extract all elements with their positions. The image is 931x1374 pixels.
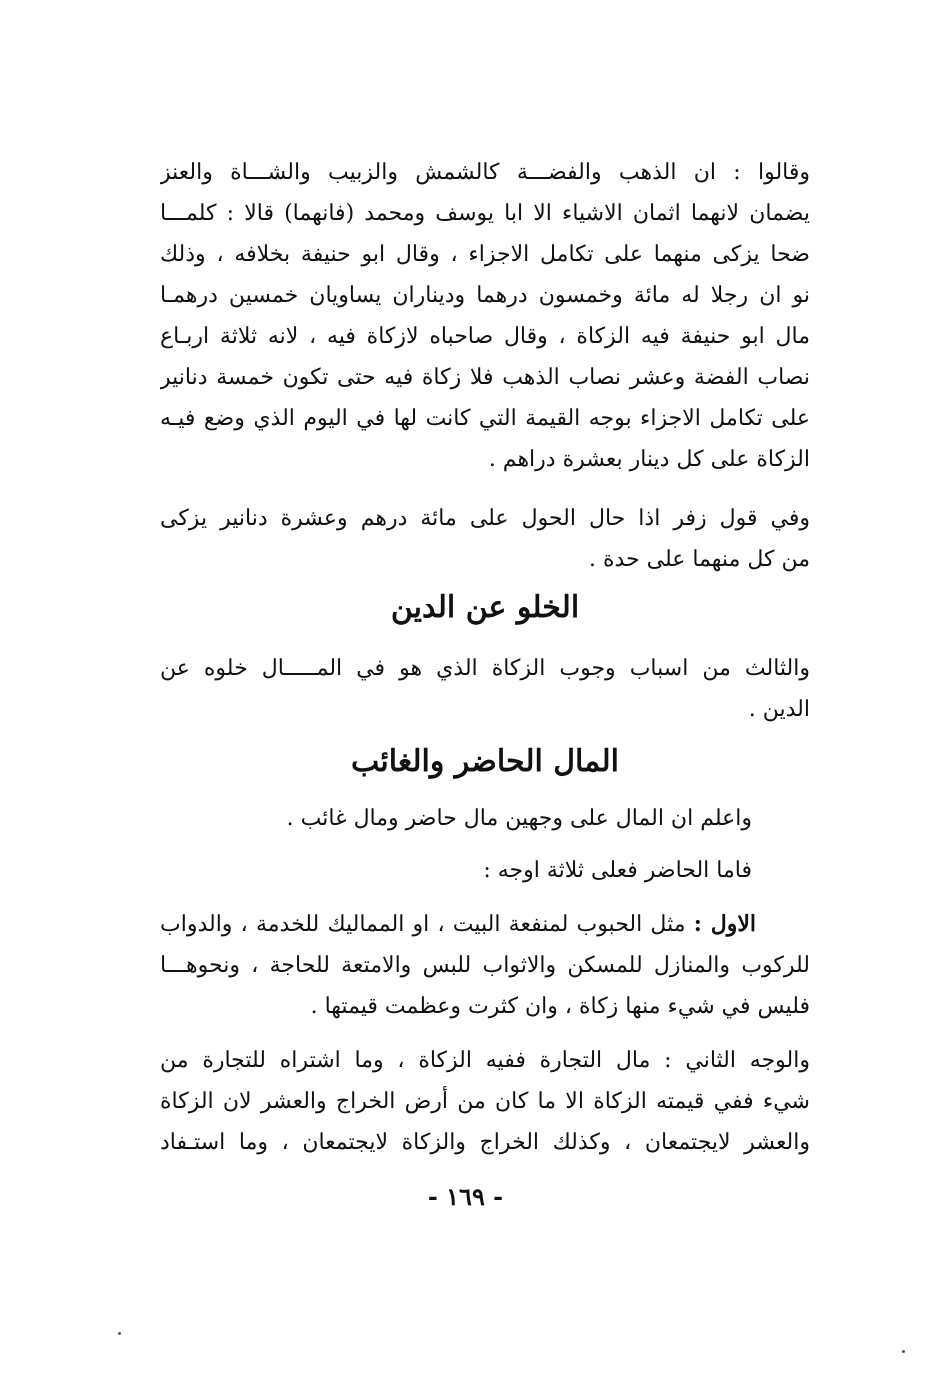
text-line: نصاب الفضة وعشر نصاب الذهب فلا زكاة فيه حتى تكون خمسة دنانير: [160, 365, 810, 390]
text-line: نو ان رجلا له مائة وخمسون درهما وديناران يساويان خمسين درهمـا: [160, 283, 810, 308]
text-line: يضمان لانهما اثمان الاشياء الا ابا يوسف ومحمد (فانهما) قالا : كلمـــا: [160, 201, 810, 226]
text-line: فاما الحاضر فعلى ثلاثة اوجه :: [483, 858, 752, 883]
text-line: ضحا يزكى منهما على تكامل الاجزاء ، وقال ابو حنيفة بخلافه ، وذلك: [160, 242, 810, 267]
paragraph-first-kind: [160, 904, 810, 1027]
text-line: وفي قول زفر اذا حال الحول على مائة درهم وعشرة دنانير يزكى: [160, 506, 810, 531]
text-line: وقالوا : ان الذهب والفضـــة كالشمش والزبيب والشـــاة والعنز: [160, 160, 810, 185]
text-line: والعشر لايجتمعان ، وكذلك الخراج والزكاة لايجتمعان ، وما استـفاد: [160, 1130, 810, 1155]
paragraph-two-kinds: [160, 798, 810, 839]
text-line: واعلم ان المال على وجهين مال حاضر ومال غائب .: [286, 806, 752, 831]
first-kind-text: مثل الحبوب لمنفعة البيت ، او المماليك للخدمة ، والدواب: [160, 912, 686, 937]
scan-speck: [902, 1350, 905, 1353]
text-line: من كل منهما على حدة .: [588, 547, 810, 572]
text-line: [160, 904, 810, 945]
text-line: الزكاة على كل دينار بعشرة دراهم .: [488, 447, 810, 472]
section-heading-free-of-debt: الخلو عن الدين: [390, 590, 580, 625]
text-line: الدين .: [748, 697, 810, 722]
text-line: للركوب والمنازل للمسكن والاثواب للبس والامتعة للحاجة ، ونحوهـــا: [160, 953, 810, 978]
paragraph-present-three: [160, 850, 810, 891]
paragraph-zufar: [160, 498, 810, 580]
paragraph-second-kind: [160, 1040, 810, 1163]
text-line: على تكامل الاجزاء بوجه القيمة التي كانت لها في اليوم الذي وضع فيـه: [160, 406, 810, 431]
text-line: شيء ففي قيمته الزكاة الا ما كان من أرض الخراج والعشر لان الزكاة: [160, 1089, 810, 1114]
paragraph-gold-silver: [160, 152, 810, 480]
paragraph-third-reason: [160, 648, 810, 730]
section-heading-present-absent: المال الحاضر والغائب: [350, 744, 620, 779]
text-line: والوجه الثاني : مال التجارة ففيه الزكاة ، وما اشتراه للتجارة من: [160, 1048, 810, 1073]
text-line: والثالث من اسباب وجوب الزكاة الذي هو في المـــــال خلوه عن: [160, 656, 810, 681]
first-kind-lead: الاول :: [693, 911, 756, 937]
page-number: - ١٦٩ -: [427, 1182, 504, 1211]
text-line: فليس في شيء منها زكاة ، وان كثرت وعظمت قيمتها .: [310, 994, 810, 1019]
text-line: مال ابو حنيفة فيه الزكاة ، وقال صاحباه لازكاة فيه ، لانه ثلاثة اربـاع: [160, 324, 810, 349]
scan-speck: [118, 1332, 121, 1335]
